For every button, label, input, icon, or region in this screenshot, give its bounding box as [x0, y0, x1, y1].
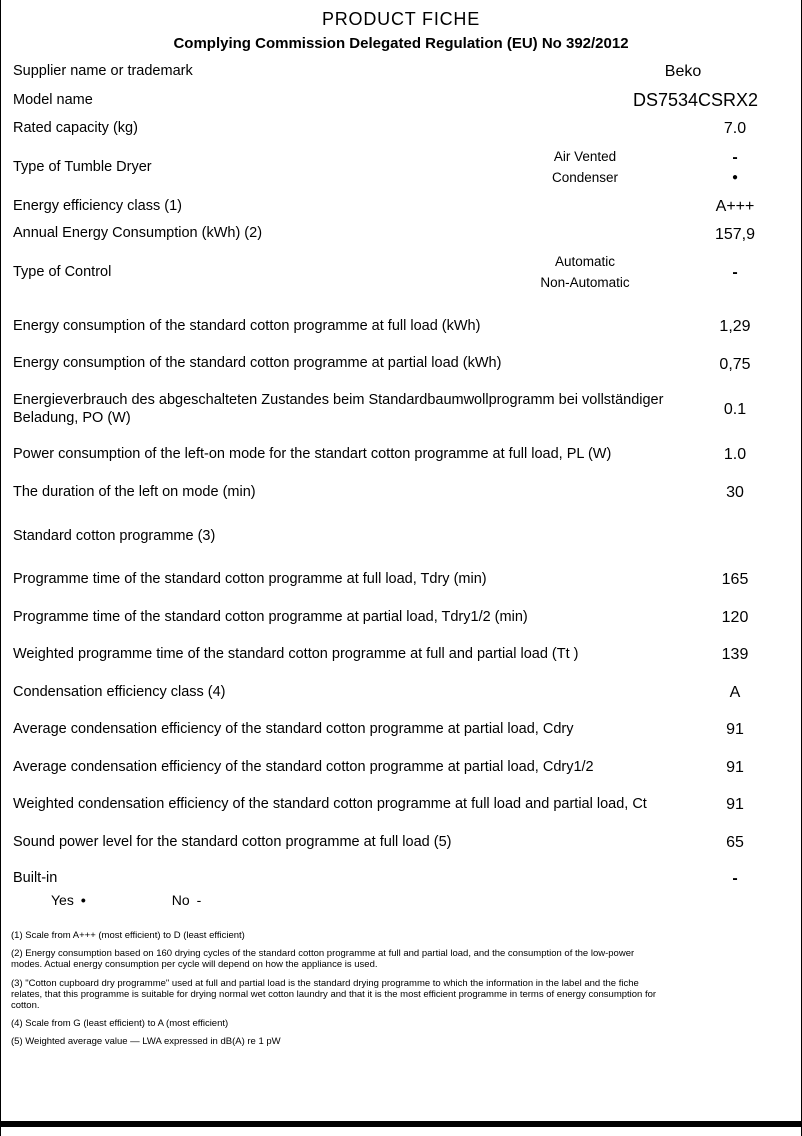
page-subtitle: Complying Commission Delegated Regulation (EU) No 392/2012: [173, 35, 629, 52]
builtin-no-symbol: -: [196, 891, 202, 908]
footnote: (4) Scale from G (least efficient) to A (most efficient): [11, 1018, 229, 1030]
fiche-row: [13, 86, 785, 116]
row-label-text: Built-in: [13, 870, 58, 887]
row-label: [13, 446, 685, 464]
row-mid-label: Condenser: [551, 170, 619, 186]
fiche-row: [13, 143, 785, 193]
fiche-row: [13, 58, 785, 86]
row-value: 30: [726, 483, 744, 501]
row-label: [13, 120, 685, 138]
row-value: A+++: [715, 197, 755, 215]
footnote: (5) Weighted average value — LWA expressed in dB(A) re 1 pW: [11, 1036, 281, 1048]
footnote: (1) Scale from A+++ (most efficient) to D (least efficient): [11, 930, 245, 942]
row-value: 91: [726, 758, 744, 776]
fiche-row: [13, 221, 785, 249]
fiche-row: [13, 519, 785, 555]
row-value: 0,75: [719, 355, 751, 373]
page-title: PRODUCT FICHE: [321, 9, 481, 29]
row-value: 7.0: [723, 120, 747, 138]
row-label: [13, 834, 685, 852]
row-label: [13, 159, 485, 177]
row-label: [13, 870, 685, 909]
row-value: -: [732, 148, 738, 166]
fiche-row: [13, 436, 785, 474]
row-label-text: Average condensation efficiency of the standard cotton programme at partial load, Cdry: [13, 721, 574, 738]
row-label: [13, 198, 685, 216]
row-label: [13, 63, 685, 81]
row-label: [13, 264, 485, 282]
row-label: [13, 528, 685, 546]
bottom-border-bar: [1, 1121, 801, 1127]
builtin-no-label: No: [171, 891, 190, 908]
row-label: [13, 318, 685, 336]
row-value: DS7534CSRX2: [633, 89, 759, 110]
builtin-legend: [51, 892, 685, 909]
fiche-row: [13, 749, 785, 787]
row-mid-label: Air Vented: [553, 149, 617, 165]
row-label: [13, 355, 685, 373]
row-value: 120: [721, 608, 749, 626]
row-value: A: [729, 683, 741, 701]
row-label-text: Type of Tumble Dryer: [13, 159, 152, 176]
row-label: [13, 646, 685, 664]
fiche-row: [13, 824, 785, 862]
row-subline: [485, 147, 785, 168]
row-value: 91: [726, 721, 744, 739]
fiche-row: [13, 561, 785, 599]
fiche-table: [1, 52, 801, 918]
footnotes: [1, 918, 801, 1048]
row-value: 91: [726, 796, 744, 814]
fiche-row: [13, 383, 785, 436]
row-label-text: Energy efficiency class (1): [13, 197, 182, 214]
row-label-text: Sound power level for the standard cotton programme at full load (5): [13, 833, 452, 850]
row-subline: [485, 252, 685, 273]
row-sublines: [485, 147, 785, 189]
fiche-row: [13, 599, 785, 637]
row-label-text: Weighted condensation efficiency of the standard cotton programme at full load and partial load, Ct: [13, 796, 647, 813]
row-label-text: The duration of the left on mode (min): [13, 483, 256, 500]
footnote: (2) Energy consumption based on 160 drying cycles of the standard cotton programme at full and partial load, and the consumption of the low-power modes. Actual energy consumption per cycle will depend on how the appliance is used.: [11, 948, 635, 971]
row-label-text: Annual Energy Consumption (kWh) (2): [13, 225, 263, 242]
fiche-row: [13, 786, 785, 824]
row-label-text: Standard cotton programme (3): [13, 528, 216, 545]
row-label: [13, 92, 685, 110]
row-label-text: Average condensation efficiency of the standard cotton programme at partial load, Cdry1/2: [13, 758, 594, 775]
row-value: 65: [726, 833, 744, 851]
row-value: 139: [721, 646, 749, 664]
fiche-row: [13, 636, 785, 674]
fiche-row: [13, 861, 785, 918]
row-value: 0.1: [723, 400, 747, 418]
row-label: [13, 684, 685, 702]
row-label: [13, 721, 685, 739]
builtin-yes-label: Yes: [51, 891, 74, 908]
row-label-text: Type of Control: [13, 264, 112, 281]
row-mid-label: Automatic: [554, 254, 616, 270]
row-value: 157,9: [714, 225, 756, 243]
row-label: [13, 796, 685, 814]
builtin-yes-symbol: •: [80, 891, 86, 908]
fiche-row: [13, 308, 785, 346]
row-value: 165: [721, 571, 749, 589]
footnote: (3) "Cotton cupboard dry programme" used at full and partial load is the standard drying programme to which the information in the label and the fiche relates, that this programme is suitable for drying normal wet cotton laundry and that it is the most efficient programme in terms of energy consumption for cotton.: [11, 977, 657, 1012]
fiche-row: [13, 711, 785, 749]
row-value: 1.0: [723, 446, 747, 464]
row-label: [13, 609, 685, 627]
row-label-text: Model name: [13, 91, 93, 108]
row-subline: [485, 273, 685, 294]
row-label: [13, 571, 685, 589]
row-label-text: Weighted programme time of the standard cotton programme at full and partial load (Tt ): [13, 646, 579, 663]
row-label-text: Programme time of the standard cotton programme at full load, Tdry (min): [13, 571, 487, 588]
row-label: [13, 759, 685, 777]
row-label: [13, 225, 685, 243]
row-subline: [485, 168, 785, 189]
row-sublines: [485, 252, 685, 294]
row-value: ●: [731, 172, 739, 184]
row-label: [13, 484, 685, 502]
row-label-text: Rated capacity (kg): [13, 120, 138, 137]
row-label-text: Energieverbrauch des abgeschalteten Zustandes beim Standardbaumwollprogramm bei vollständiger Beladung, PO (W): [13, 392, 664, 426]
row-value: Beko: [664, 63, 702, 80]
fiche-row: [13, 474, 785, 512]
row-label-text: Power consumption of the left-on mode for the standart cotton programme at full load, PL (W): [13, 446, 612, 463]
row-label: [13, 392, 685, 427]
fiche-row: [13, 115, 785, 143]
row-mid-label: Non-Automatic: [540, 275, 630, 291]
row-label-text: Supplier name or trademark: [13, 62, 193, 79]
row-label-text: Condensation efficiency class (4): [13, 683, 226, 700]
row-value: -: [732, 870, 738, 888]
fiche-row: [13, 193, 785, 221]
row-label-text: Programme time of the standard cotton programme at partial load, Tdry1/2 (min): [13, 608, 528, 625]
fiche-row: [13, 674, 785, 712]
fiche-row: [13, 346, 785, 384]
row-value: -: [732, 264, 738, 282]
row-label-text: Energy consumption of the standard cotton programme at partial load (kWh): [13, 355, 502, 372]
row-value: 1,29: [719, 318, 751, 336]
row-label-text: Energy consumption of the standard cotton programme at full load (kWh): [13, 317, 481, 334]
fiche-row: [13, 248, 785, 298]
